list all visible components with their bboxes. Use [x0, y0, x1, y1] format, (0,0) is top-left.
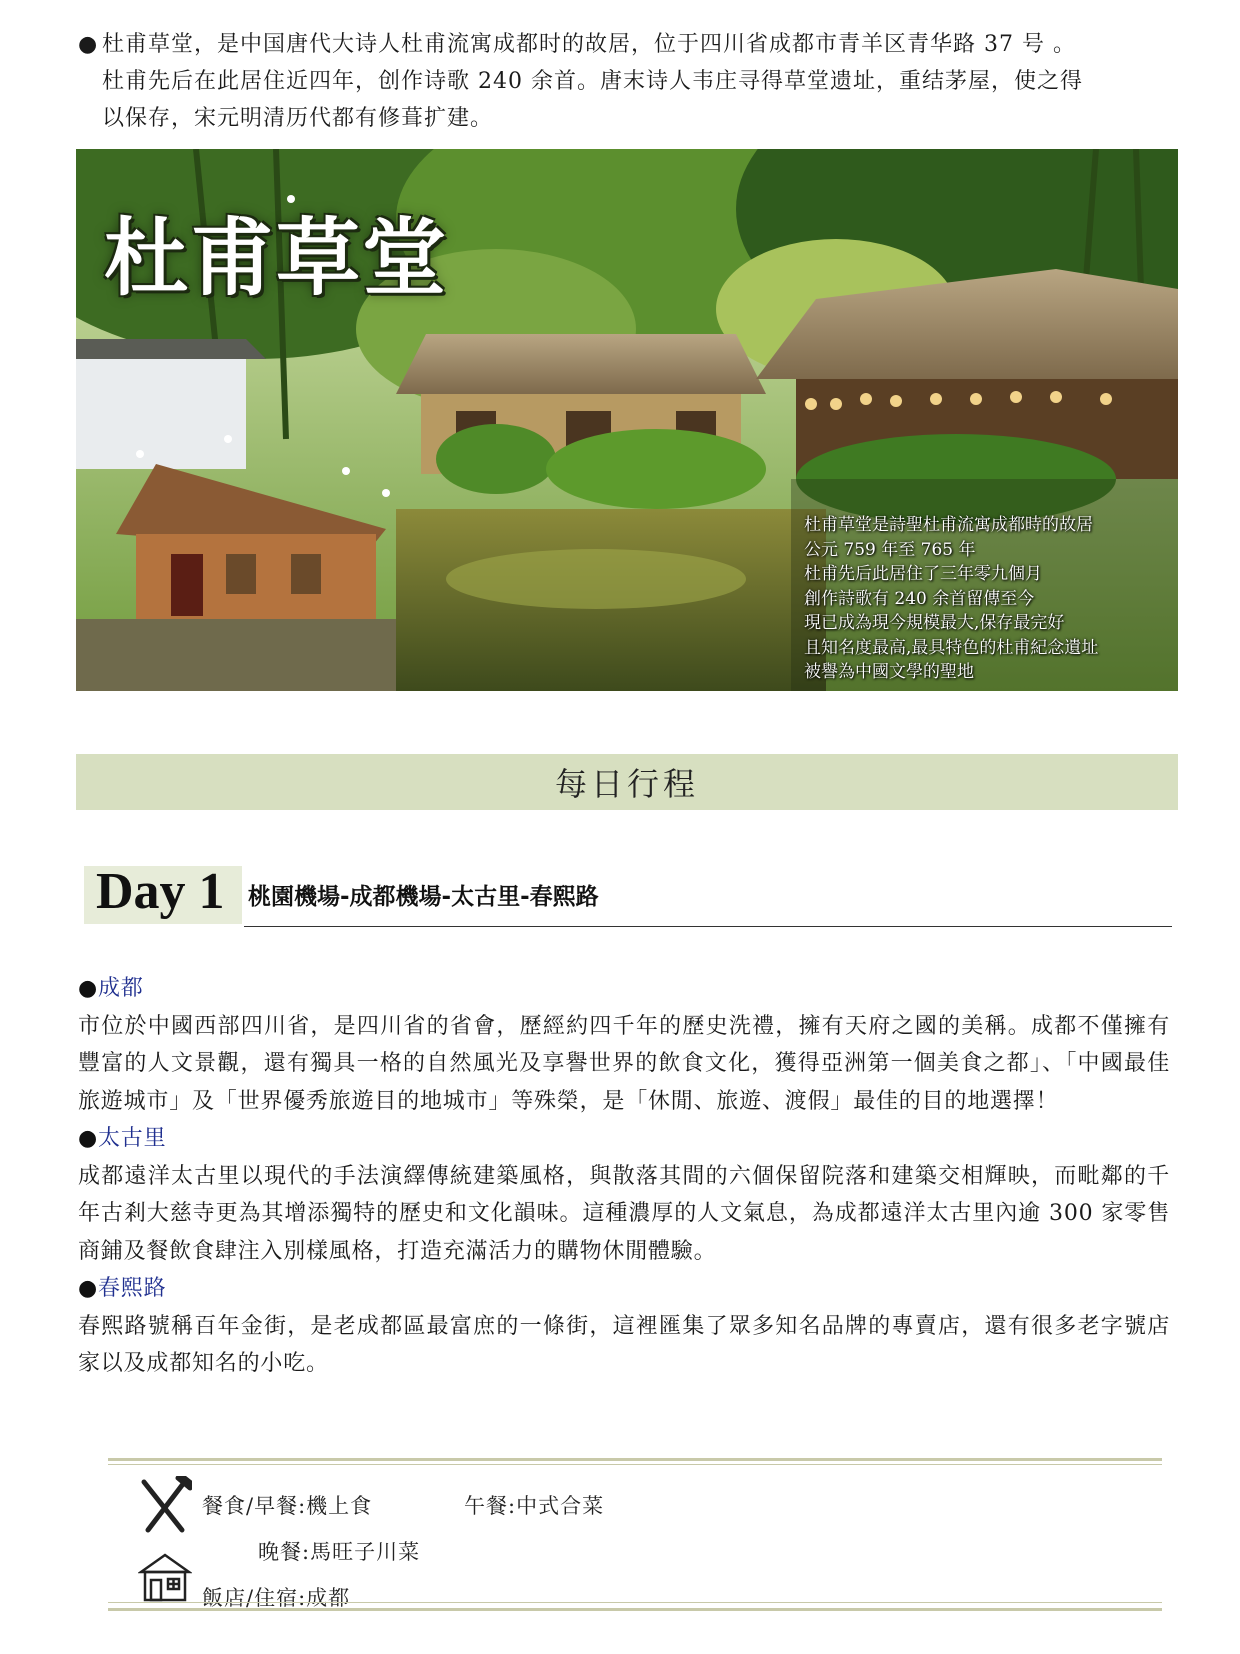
hero-caption-line: 創作詩歌有 240 余首留傳至今 [804, 588, 1035, 609]
utensils-icon [138, 1476, 192, 1534]
hotel-house-icon [138, 1552, 192, 1602]
bullet-icon: ● [78, 1126, 98, 1151]
place-description: 春熙路號稱百年金街，是老成都區最富庶的一條街，這裡匯集了眾多知名品牌的專賣店，還有很多老字號店家以及成都知名的小吃。 [78, 1313, 1170, 1376]
place-name: 春熙路 [98, 1276, 167, 1301]
intro-paragraph [78, 26, 1168, 137]
section-title: 每日行程 [554, 765, 699, 803]
intro-line-3: 以保存，宋元明清历代都有修葺扩建。 [102, 106, 494, 131]
meals-top-rule-thin [108, 1464, 1162, 1465]
lunch-info: 午餐:中式合菜 [464, 1494, 605, 1518]
place-heading-chengdu [78, 970, 1170, 1008]
hero-caption-line: 且知名度最高,最具特色的杜甫紀念遺址 [804, 637, 1099, 658]
itinerary-content [78, 970, 1170, 1383]
bullet-icon: ● [78, 1276, 98, 1301]
meals-top-rule [108, 1458, 1162, 1461]
day-divider [244, 926, 1172, 927]
dinner-info: 晚餐:馬旺子川菜 [258, 1540, 421, 1564]
intro-line-1: 杜甫草堂，是中国唐代大诗人杜甫流寓成都时的故居，位于四川省成都市青羊区青华路 37 号 。 [102, 32, 1076, 57]
day-route: 桃園機場-成都機場-太古里-春熙路 [248, 884, 599, 910]
place-description: 成都遠洋太古里以現代的手法演繹傳統建築風格，與散落其間的六個保留院落和建築交相輝映，而毗鄰的千年古剎大慈寺更為其增添獨特的歷史和文化韻味。這種濃厚的人文氣息，為成都遠洋太古里內逾 300 家零售商鋪及餐飲食肆注入別樣風格，打造充滿活力的購物休閒體驗。 [78, 1163, 1170, 1264]
meals-bottom-rule [108, 1608, 1162, 1611]
place-description: 市位於中國西部四川省，是四川省的省會，歷經約四千年的歷史洗禮，擁有天府之國的美稱。成都不僅擁有豐富的人文景觀，還有獨具一格的自然風光及享譽世界的飲食文化，獲得亞洲第一個美食之都」、「中國最佳旅遊城市」及「世界優秀旅遊目的地城市」等殊榮，是「休閒、旅遊、渡假」最佳的目的地選擇！ [78, 1013, 1170, 1114]
hero-caption-line: 被譽為中國文學的聖地 [804, 662, 974, 682]
bullet-icon: ● [78, 976, 98, 1001]
place-name: 太古里 [98, 1126, 167, 1151]
hero-caption-line: 現已成為現今規模最大,保存最完好 [804, 613, 1065, 633]
breakfast-info: 餐食/早餐:機上食 [202, 1494, 373, 1518]
place-heading-taikoo-li [78, 1120, 1170, 1158]
section-title-band [76, 754, 1178, 810]
hotel-info: 飯店/住宿:成都 [202, 1586, 351, 1610]
meals-bottom-rule-thin [108, 1602, 1162, 1603]
place-heading-chunxi-road [78, 1270, 1170, 1308]
hero-caption-line: 杜甫先后此居住了三年零九個月 [804, 564, 1042, 584]
intro-line-2: 杜甫先后在此居住近四年，创作诗歌 240 余首。唐末诗人韦庄寻得草堂遗址，重结茅屋，使之得 [102, 69, 1083, 94]
day-label: Day 1 [96, 863, 225, 920]
hero-image [76, 149, 1178, 691]
hero-caption [804, 513, 1174, 685]
hero-caption-line: 杜甫草堂是詩聖杜甫流寓成都時的故居 [804, 515, 1093, 535]
hero-title: 杜甫草堂 [104, 209, 449, 307]
place-name: 成都 [98, 976, 144, 1001]
meals-box [108, 1458, 1162, 1610]
hero-caption-line: 公元 759 年至 765 年 [804, 539, 976, 560]
bullet-icon: ● [78, 32, 99, 57]
